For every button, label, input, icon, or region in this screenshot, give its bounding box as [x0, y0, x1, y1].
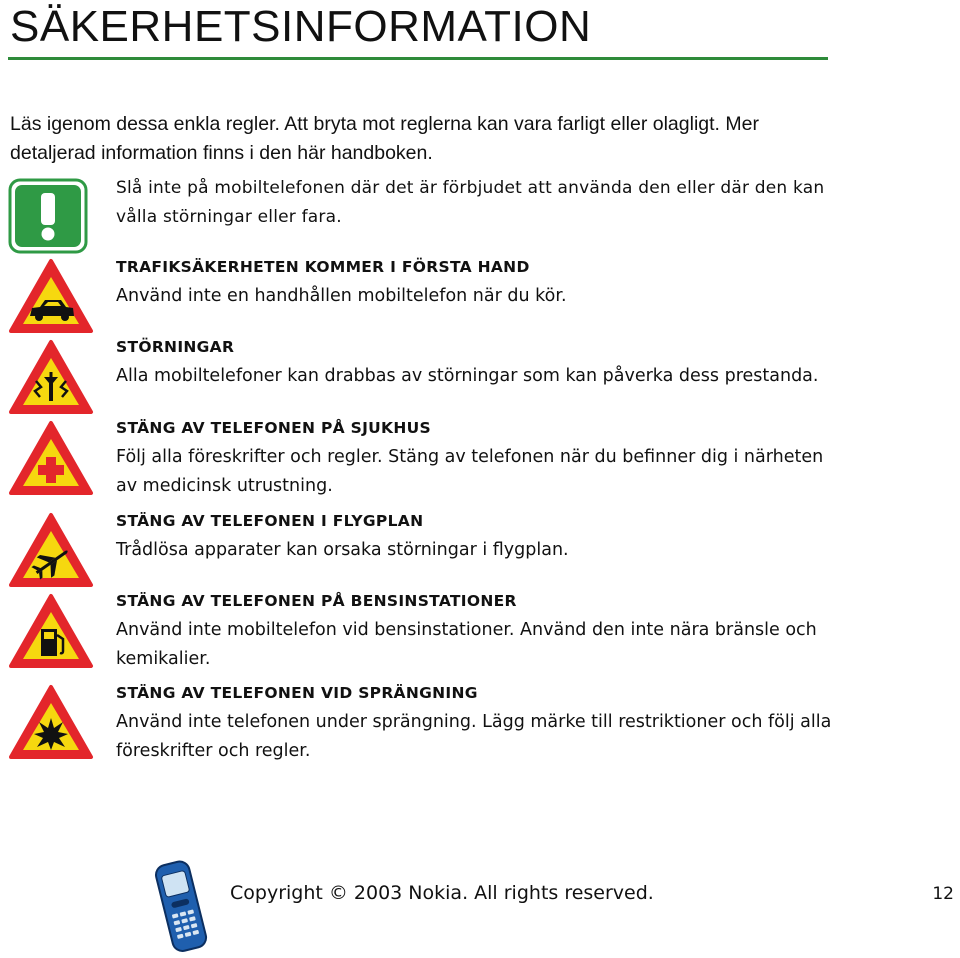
nokia-phone-icon [152, 858, 212, 958]
safety-item-heading: STÖRNINGAR [116, 338, 235, 356]
safety-item-heading: STÄNG AV TELEFONEN VID SPRÄNGNING [116, 684, 478, 702]
safety-item-heading: STÄNG AV TELEFONEN I FLYGPLAN [116, 512, 424, 530]
title-rule [8, 57, 828, 60]
safety-item-body: Använd inte mobiltelefon vid bensinstationer. Använd den inte nära bränsle och kemikalier. [116, 620, 817, 669]
safety-item-blasting [116, 682, 836, 766]
safety-item-body: Använd inte telefonen under sprängning. Lägg märke till restriktioner och följ alla föreskrifter och regler. [116, 712, 832, 761]
safety-item-general [116, 174, 836, 232]
safety-item-hospital [116, 417, 836, 501]
safety-item-interference [116, 336, 836, 391]
explosion-warning-icon [8, 684, 94, 760]
safety-item-heading: TRAFIKSÄKERHETEN KOMMER I FÖRSTA HAND [116, 258, 530, 276]
intro-text: Läs igenom dessa enkla regler. Att bryta mot reglerna kan vara farligt eller olagligt. Mer detaljerad information finns i den här handboken. [10, 113, 759, 164]
interference-warning-icon [8, 339, 94, 415]
safety-item-body: Alla mobiltelefoner kan drabbas av störningar som kan påverka dess prestanda. [116, 366, 819, 386]
safety-item-body: Använd inte en handhållen mobiltelefon när du kör. [116, 286, 567, 306]
safety-item-heading: STÄNG AV TELEFONEN PÅ SJUKHUS [116, 419, 431, 437]
copyright-text: Copyright © 2003 Nokia. All rights reserved. [230, 882, 654, 904]
airplane-warning-icon [8, 512, 94, 588]
hospital-cross-warning-icon [8, 420, 94, 496]
car-warning-icon [8, 258, 94, 334]
safety-item-body: Slå inte på mobiltelefonen där det är förbjudet att använda den eller där den kan vålla störningar eller fara. [116, 178, 825, 227]
safety-item-body: Följ alla föreskrifter och regler. Stäng av telefonen när du befinner dig i närheten av medicinsk utrustning. [116, 447, 824, 496]
page-title: SÄKERHETSINFORMATION [10, 2, 592, 51]
safety-item-aircraft [116, 510, 836, 565]
safety-item-body: Trådlösa apparater kan orsaka störningar i flygplan. [116, 540, 569, 560]
safety-item-traffic [116, 256, 836, 311]
exclamation-icon [8, 178, 94, 254]
safety-item-heading: STÄNG AV TELEFONEN PÅ BENSINSTATIONER [116, 592, 517, 610]
page-number: 12 [932, 884, 954, 904]
safety-item-fuel [116, 590, 836, 674]
fuel-pump-warning-icon [8, 593, 94, 669]
